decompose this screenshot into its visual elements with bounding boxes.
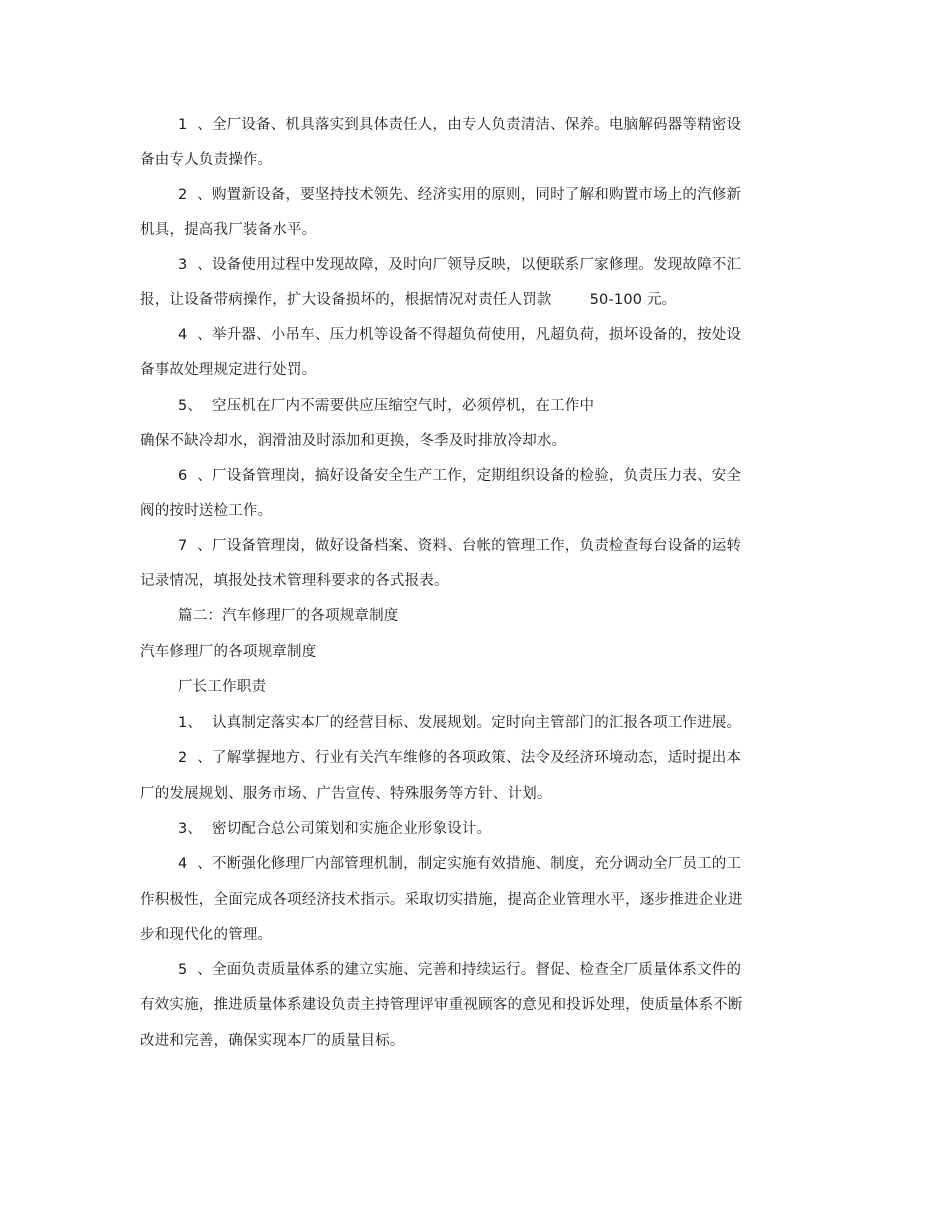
item-text: 空压机在厂内不需要供应压缩空气时，必须停机，在工作中 bbox=[212, 398, 595, 414]
item-text: 购置新设备，要坚持技术领先、经济实用的原则，同时了解和购置市场上的汽修新 bbox=[212, 187, 742, 203]
item-number: 4、 bbox=[178, 856, 212, 872]
paragraph-4-line-1 bbox=[178, 326, 742, 344]
item-number: 2、 bbox=[178, 750, 212, 766]
item-number: 3、 bbox=[178, 821, 203, 837]
item-text: 全面负责质量体系的建立实施、完善和持续运行。督促、检查全厂质量体系文件的 bbox=[212, 962, 742, 978]
item-number: 7、 bbox=[178, 538, 212, 554]
paragraph-6-line-2: 阀的按时送检工作。 bbox=[140, 503, 273, 519]
item-text: 不断强化修理厂内部管理机制，制定实施有效措施、制度，充分调动全厂员工的工 bbox=[212, 856, 742, 872]
item-text: 密切配合总公司策划和实施企业形象设计。 bbox=[212, 821, 492, 837]
paragraph-5-line-1 bbox=[178, 397, 594, 415]
paragraph-4-line-2: 备事故处理规定进行处罚。 bbox=[140, 362, 317, 378]
duty-4-line-2: 作积极性，全面完成各项经济技术指示。采取切实措施，提高企业管理水平，逐步推进企业进 bbox=[140, 892, 743, 908]
paragraph-1-line-1 bbox=[178, 116, 742, 134]
sub-heading: 厂长工作职责 bbox=[178, 679, 267, 695]
fine-amount: 50-100 元。 bbox=[589, 292, 677, 308]
item-number: 1、 bbox=[178, 715, 203, 731]
paragraph-5-line-2: 确保不缺冷却水，润滑油及时添加和更换，冬季及时排放冷却水。 bbox=[140, 433, 567, 449]
item-text: 认真制定落实本厂的经营目标、发展规划。定时向主管部门的汇报各项工作进展。 bbox=[212, 715, 742, 731]
paragraph-2-line-2: 机具，提高我厂装备水平。 bbox=[140, 222, 317, 238]
item-text: 全厂设备、机具落实到具体责任人，由专人负责清洁、保养。电脑解码器等精密设 bbox=[212, 117, 742, 133]
item-number: 1、 bbox=[178, 117, 212, 133]
duty-2-line-1 bbox=[178, 749, 742, 767]
paragraph-2-line-1 bbox=[178, 186, 742, 204]
duty-4-line-3: 步和现代化的管理。 bbox=[140, 927, 273, 943]
paragraph-7-line-1 bbox=[178, 537, 742, 555]
item-number: 5、 bbox=[178, 398, 203, 414]
document-title: 汽车修理厂的各项规章制度 bbox=[140, 644, 317, 660]
item-number: 5、 bbox=[178, 962, 212, 978]
paragraph-7-line-2: 记录情况，填报处技术管理科要求的各式报表。 bbox=[140, 573, 449, 589]
item-text: 厂设备管理岗，做好设备档案、资料、台帐的管理工作，负责检查每台设备的运转 bbox=[212, 538, 742, 554]
duty-5-line-2: 有效实施，推进质量体系建设负责主持管理评审重视顾客的意见和投诉处理，使质量体系不断 bbox=[140, 997, 743, 1013]
duty-5-line-3: 改进和完善，确保实现本厂的质量目标。 bbox=[140, 1033, 405, 1049]
duty-3-line-1 bbox=[178, 820, 491, 838]
duty-1-line-1 bbox=[178, 714, 741, 732]
duty-4-line-1 bbox=[178, 855, 742, 873]
item-number: 4、 bbox=[178, 327, 212, 343]
paragraph-3-line-1 bbox=[178, 256, 742, 274]
item-text: 举升器、小吊车、压力机等设备不得超负荷使用，凡超负荷，损坏设备的，按处设 bbox=[212, 327, 742, 343]
paragraph-6-line-1 bbox=[178, 467, 742, 485]
item-number: 3、 bbox=[178, 257, 212, 273]
duty-2-line-2: 厂的发展规划、服务市场、广告宣传、特殊服务等方针、计划。 bbox=[140, 786, 552, 802]
item-number: 2、 bbox=[178, 187, 212, 203]
paragraph-1-line-2: 备由专人负责操作。 bbox=[140, 152, 273, 168]
item-text: 厂设备管理岗，搞好设备安全生产工作，定期组织设备的检验，负责压力表、安全 bbox=[212, 468, 742, 484]
section-heading: 篇二：汽车修理厂的各项规章制度 bbox=[178, 608, 399, 624]
item-text: 设备使用过程中发现故障，及时向厂领导反映，以便联系厂家修理。发现故障不汇 bbox=[212, 257, 742, 273]
item-text: 报，让设备带病操作，扩大设备损坏的，根据情况对责任人罚款 bbox=[140, 292, 552, 308]
paragraph-3-line-2 bbox=[140, 291, 676, 309]
item-text: 了解掌握地方、行业有关汽车维修的各项政策、法令及经济环境动态，适时提出本 bbox=[212, 750, 742, 766]
item-number: 6、 bbox=[178, 468, 212, 484]
duty-5-line-1 bbox=[178, 961, 742, 979]
